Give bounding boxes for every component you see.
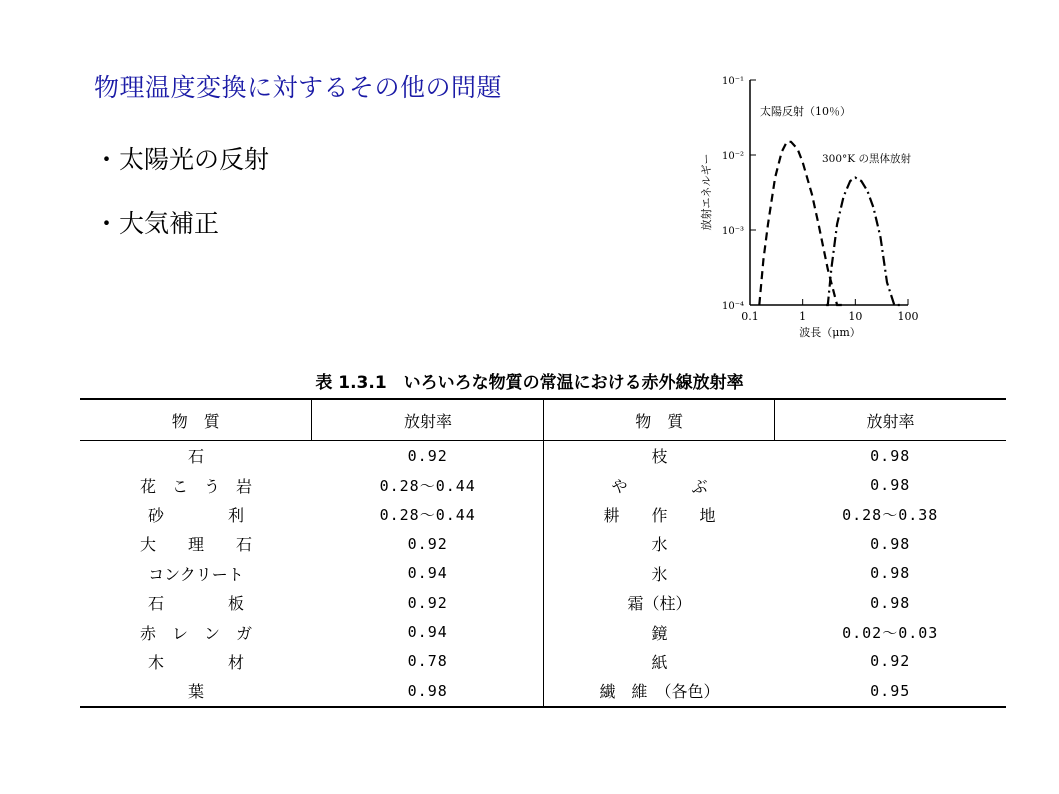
material-cell: 石 板 [147,594,244,614]
header-material-2: 物 質 [544,399,774,441]
table-row [80,647,1006,676]
emissivity-cell: 0.28〜0.38 [842,505,939,524]
material-cell: 砂 利 [147,505,244,525]
series-solar-reflection [759,142,845,305]
material-cell: 繊 維 （各色） [544,676,774,706]
y-axis-label: 放射エネルギー [700,153,713,231]
table-header-row [80,399,1006,441]
emissivity-cell: 0.92 [312,529,544,558]
y-tick-label: 10⁻³ [721,226,744,237]
x-tick-label: 1 [799,310,807,323]
bullet-solar-reflection: ・太陽光の反射 [94,145,270,174]
emissivity-cell: 0.92 [870,652,911,671]
material-cell: 赤 レ ン ガ [139,623,252,643]
table-row [80,500,1006,529]
material-cell: 鏡 [651,623,668,643]
emissivity-cell: 0.92 [312,441,544,471]
series-label-solar: 太陽反射（10％） [760,105,851,118]
emissivity-cell: 0.94 [312,617,544,646]
header-emissivity-1: 放射率 [312,399,544,441]
emissivity-cell: 0.98 [870,446,911,465]
emissivity-cell: 0.95 [774,676,1006,706]
material-cell: コンクリート [148,564,244,584]
emissivity-cell: 0.28〜0.44 [312,500,544,529]
emissivity-cell: 0.78 [312,647,544,676]
emissivity-cell: 0.92 [312,588,544,617]
emissivity-cell: 0.98 [870,476,911,495]
table-row [80,529,1006,558]
table-row [80,676,1006,706]
emissivity-cell: 0.98 [870,534,911,553]
material-cell: 大 理 石 [139,535,252,555]
emissivity-cell: 0.94 [312,559,544,588]
radiation-chart [690,70,960,350]
material-cell: 木 材 [147,652,244,672]
emissivity-table [80,398,1006,708]
emissivity-cell: 0.02〜0.03 [842,623,939,642]
table-row [80,441,1006,471]
table-row [80,559,1006,588]
material-cell: 花 こ う 岩 [139,476,252,496]
x-tick-label: 10 [848,310,863,323]
x-tick-label: 100 [897,310,919,323]
material-cell: 耕 作 地 [603,505,716,525]
x-axis-label: 波長（μm） [799,326,861,339]
material-cell: 霜（柱） [627,594,692,614]
material-cell: 水 [651,535,668,555]
material-cell: 紙 [651,652,668,672]
emissivity-cell: 0.98 [312,676,544,706]
emissivity-cell: 0.98 [870,593,911,612]
x-tick-label: 0.1 [741,310,759,323]
material-cell: 氷 [651,564,668,584]
y-tick-label: 10⁻⁴ [721,301,744,312]
material-cell: 枝 [651,447,668,467]
material-cell: 石 [187,447,204,467]
series-blackbody-300k [826,178,900,305]
table-row [80,588,1006,617]
table-row [80,470,1006,499]
y-tick-label: 10⁻¹ [721,76,744,87]
material-cell: や ぶ [611,476,708,496]
y-tick-label: 10⁻² [721,151,744,162]
slide-title: 物理温度変換に対するその他の問題 [94,73,503,102]
series-label-blackbody: 300°K の黒体放射 [822,153,911,165]
header-emissivity-2: 放射率 [774,399,1006,441]
header-material-1: 物 質 [80,399,312,441]
radiation-chart-svg [690,70,960,350]
table-caption: 表 1.3.1 いろいろな物質の常温における赤外線放射率 [315,373,744,393]
bullet-atmospheric-correction: ・大気補正 [94,209,220,238]
table-row [80,617,1006,646]
material-cell: 葉 [80,676,312,706]
emissivity-cell: 0.98 [870,564,911,583]
emissivity-cell: 0.28〜0.44 [312,470,544,499]
